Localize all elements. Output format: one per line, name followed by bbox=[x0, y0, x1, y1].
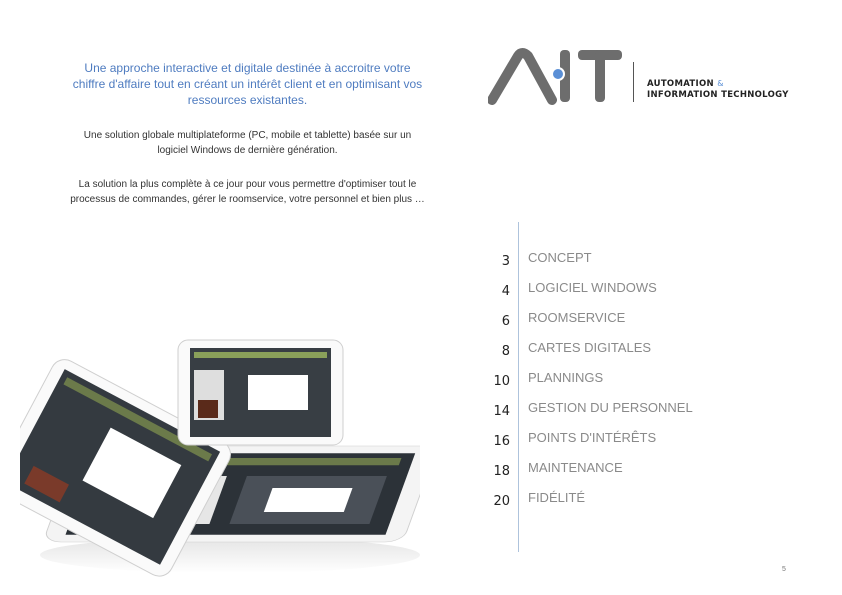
logo-line1: AUTOMATION bbox=[647, 79, 714, 89]
paragraph-1-text: Une solution globale multiplateforme (PC, mobile et tablette) basée sur un logiciel Windows de dernière génération. bbox=[83, 130, 412, 156]
toc-label: CARTES DIGITALES bbox=[528, 340, 652, 355]
toc-label: MAINTENANCE bbox=[528, 460, 623, 475]
toc-label: PLANNINGS bbox=[528, 370, 604, 385]
intro-lead bbox=[70, 60, 425, 108]
toc-label: GESTION DU PERSONNEL bbox=[528, 400, 693, 415]
toc-label: CONCEPT bbox=[528, 250, 592, 265]
page-number: 5 bbox=[782, 566, 786, 573]
toc-page-number: 16 bbox=[493, 434, 510, 449]
logo-divider bbox=[633, 62, 634, 102]
intro-paragraph-2 bbox=[70, 177, 425, 207]
toc-page-number: 8 bbox=[501, 344, 510, 359]
toc-page-number: 10 bbox=[493, 374, 510, 389]
toc-divider bbox=[518, 222, 519, 552]
intro-paragraph-1 bbox=[70, 128, 425, 158]
logo-line2: INFORMATION TECHNOLOGY bbox=[647, 90, 789, 100]
devices-illustration bbox=[20, 330, 420, 580]
toc-page-number: 20 bbox=[493, 494, 510, 509]
toc-page-number: 3 bbox=[501, 254, 510, 269]
lead-text: Une approche interactive et digitale destinée à accroitre votre chiffre d'affaire tout en créant un intérêt client et en optimisant vos ressources existantes. bbox=[72, 61, 423, 107]
logo-wordmark bbox=[647, 78, 789, 101]
toc-label: ROOMSERVICE bbox=[528, 310, 626, 325]
toc-label: LOGICIEL WINDOWS bbox=[528, 280, 657, 295]
toc-label: POINTS D'INTÉRÊTS bbox=[528, 430, 657, 445]
upright-tablet bbox=[178, 340, 343, 445]
toc-page-number: 4 bbox=[501, 284, 510, 299]
toc-label: FIDÉLITÉ bbox=[528, 490, 586, 505]
toc-page-number: 14 bbox=[493, 404, 510, 419]
toc-page-number: 18 bbox=[493, 464, 510, 479]
toc-page-number: 6 bbox=[501, 314, 510, 329]
logo-ampersand: & bbox=[717, 79, 724, 88]
paragraph-2-text: La solution la plus complète à ce jour pour vous permettre d'optimiser tout le processus de commandes, gérer le roomservice, votre personnel et bien plus … bbox=[70, 179, 425, 205]
